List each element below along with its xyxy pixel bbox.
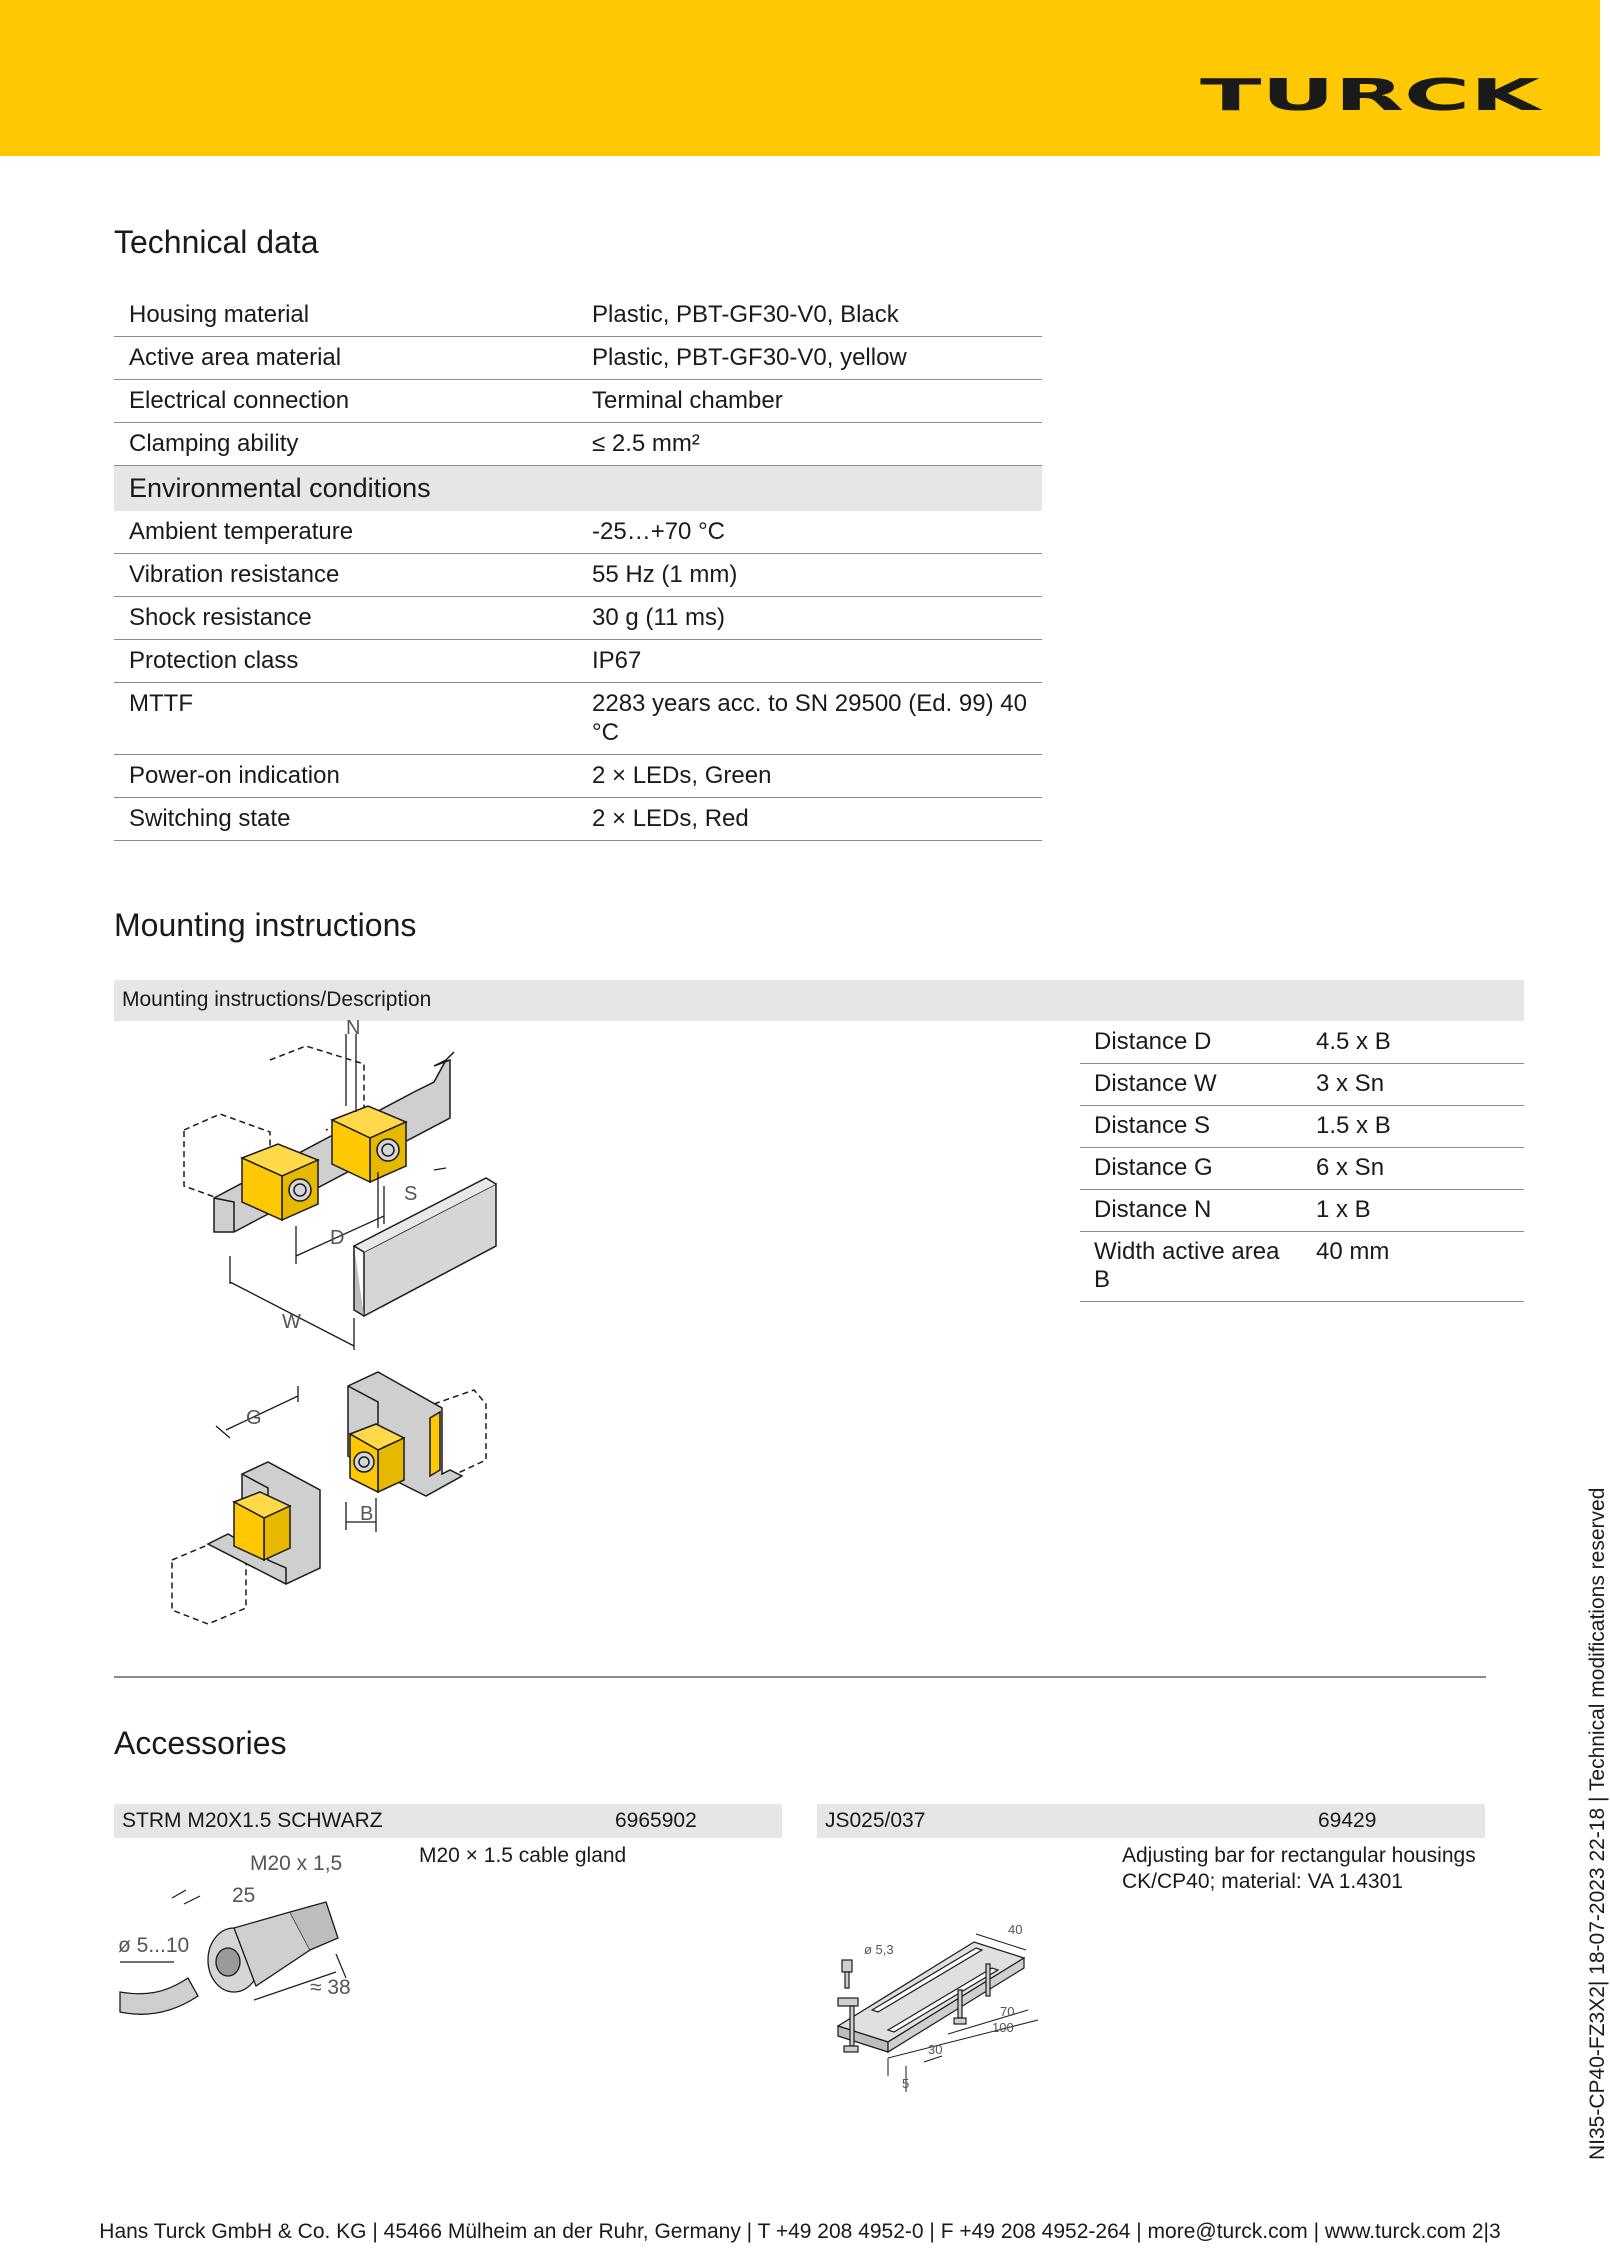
table-row — [114, 554, 1042, 597]
dim-5-label: 5 — [902, 2076, 910, 2091]
accessories-heading: Accessories — [114, 1725, 287, 1761]
subheading: Environmental conditions — [114, 466, 1042, 512]
table-row — [114, 798, 1042, 841]
footer: Hans Turck GmbH & Co. KG | 45466 Mülheim an der Ruhr, Germany | T +49 208 4952-0 | F +49 208 4952-264 | more@turck.com | www.turck.com 2|3 — [99, 2220, 1501, 2243]
thread-label: M20 x 1,5 — [250, 1852, 343, 1875]
environmental-conditions-row — [114, 466, 1042, 512]
diameter-label: ø 5...10 — [118, 1934, 190, 1957]
row-value: 4.5 x B — [1302, 1022, 1524, 1064]
sensor-lower-right — [350, 1424, 404, 1492]
mounting-instructions-heading: Mounting instructions — [114, 907, 417, 943]
row-value: ≤ 2.5 mm² — [577, 423, 1042, 466]
accessory-bar-2 — [817, 1804, 1485, 1838]
section-divider — [114, 1676, 1486, 1678]
table-row — [114, 380, 1042, 423]
svg-text:TURCK: TURCK — [1200, 70, 1544, 121]
target-plate — [354, 1178, 496, 1316]
label-w: W — [282, 1311, 301, 1333]
table-row — [114, 640, 1042, 683]
dim-70-label: 70 — [1000, 2004, 1015, 2019]
row-label: Shock resistance — [114, 597, 577, 640]
row-value: 3 x Sn — [1302, 1064, 1524, 1106]
row-value: 1.5 x B — [1302, 1106, 1524, 1148]
cable-gland-drawing — [114, 1846, 394, 2026]
width-label: 40 — [1008, 1922, 1023, 1937]
label-n: N — [346, 1017, 361, 1039]
hole-label: ø 5,3 — [864, 1942, 894, 1957]
accessory-description: M20 × 1.5 cable gland — [419, 1844, 627, 1867]
row-label: Ambient temperature — [114, 511, 577, 554]
table-row — [1080, 1064, 1524, 1106]
row-label: Distance D — [1080, 1022, 1302, 1064]
table-row — [1080, 1148, 1524, 1190]
row-label: MTTF — [114, 683, 577, 755]
row-label: Protection class — [114, 640, 577, 683]
dim-100-label: 100 — [992, 2020, 1014, 2035]
accessory-name: JS025/037 — [825, 1809, 926, 1832]
row-value: Plastic, PBT-GF30-V0, yellow — [577, 337, 1042, 380]
row-value: 6 x Sn — [1302, 1148, 1524, 1190]
turck-logo-graphic — [1199, 70, 1544, 121]
table-row — [114, 597, 1042, 640]
distance-table — [1080, 1022, 1524, 1302]
table-row — [114, 683, 1042, 755]
table-row — [114, 294, 1042, 337]
cable-icon — [120, 1978, 198, 2014]
row-label: Distance G — [1080, 1148, 1302, 1190]
row-label: Clamping ability — [114, 423, 577, 466]
row-value: IP67 — [577, 640, 1042, 683]
wrench-label: 25 — [232, 1884, 256, 1907]
length-label: ≈ 38 — [310, 1976, 351, 1999]
accessory-description: Adjusting bar for rectangular housings CK/CP40; material: VA 1.4301 — [1122, 1844, 1476, 1893]
label-g: G — [246, 1407, 262, 1429]
bar-label: Mounting instructions/Description — [122, 988, 432, 1011]
table-row — [114, 755, 1042, 798]
row-value: 1 x B — [1302, 1190, 1524, 1232]
row-label: Active area material — [114, 337, 577, 380]
table-row — [1080, 1106, 1524, 1148]
row-value: 2 × LEDs, Red — [577, 798, 1042, 841]
table-row — [114, 511, 1042, 554]
row-label: Vibration resistance — [114, 554, 577, 597]
header-band — [0, 0, 1600, 156]
row-label: Power-on indication — [114, 755, 577, 798]
row-label: Distance N — [1080, 1190, 1302, 1232]
adjusting-bar-drawing — [828, 1906, 1088, 2096]
turck-logo — [1199, 70, 1544, 121]
dim-30-label: 30 — [928, 2042, 943, 2057]
table-row — [1080, 1232, 1524, 1302]
row-value: 2283 years acc. to SN 29500 (Ed. 99) 40 °C — [577, 683, 1042, 755]
sensor-lower-left — [234, 1492, 290, 1560]
accessory-id: 6965902 — [615, 1809, 697, 1832]
label-s: S — [404, 1183, 418, 1205]
row-value: 55 Hz (1 mm) — [577, 554, 1042, 597]
technical-data-table — [114, 294, 1042, 841]
row-value: 30 g (11 ms) — [577, 597, 1042, 640]
accessory-name: STRM M20X1.5 SCHWARZ — [122, 1809, 383, 1832]
table-row — [114, 423, 1042, 466]
row-label: Distance W — [1080, 1064, 1302, 1106]
row-label: Width active area B — [1080, 1232, 1302, 1302]
row-label: Housing material — [114, 294, 577, 337]
row-value: Terminal chamber — [577, 380, 1042, 423]
label-b: B — [360, 1503, 374, 1525]
side-document-info: NI35-CP40-FZ3X2| 18-07-2023 22-18 | Technical modifications reserved — [1586, 1487, 1609, 2160]
row-value: 2 × LEDs, Green — [577, 755, 1042, 798]
label-d: D — [330, 1227, 345, 1249]
row-label: Distance S — [1080, 1106, 1302, 1148]
accessory-id: 69429 — [1318, 1809, 1377, 1832]
accessory-bar-1 — [114, 1804, 782, 1838]
table-row — [1080, 1022, 1524, 1064]
table-row — [1080, 1190, 1524, 1232]
row-value: Plastic, PBT-GF30-V0, Black — [577, 294, 1042, 337]
technical-data-heading: Technical data — [114, 224, 319, 260]
row-value: 40 mm — [1302, 1232, 1524, 1302]
row-label: Electrical connection — [114, 380, 577, 423]
row-label: Switching state — [114, 798, 577, 841]
row-value: -25…+70 °C — [577, 511, 1042, 554]
adjusting-bar-icon — [838, 1942, 1024, 2052]
mounting-diagram — [150, 1017, 520, 1620]
table-row — [114, 337, 1042, 380]
mounting-description-bar — [114, 980, 1524, 1021]
